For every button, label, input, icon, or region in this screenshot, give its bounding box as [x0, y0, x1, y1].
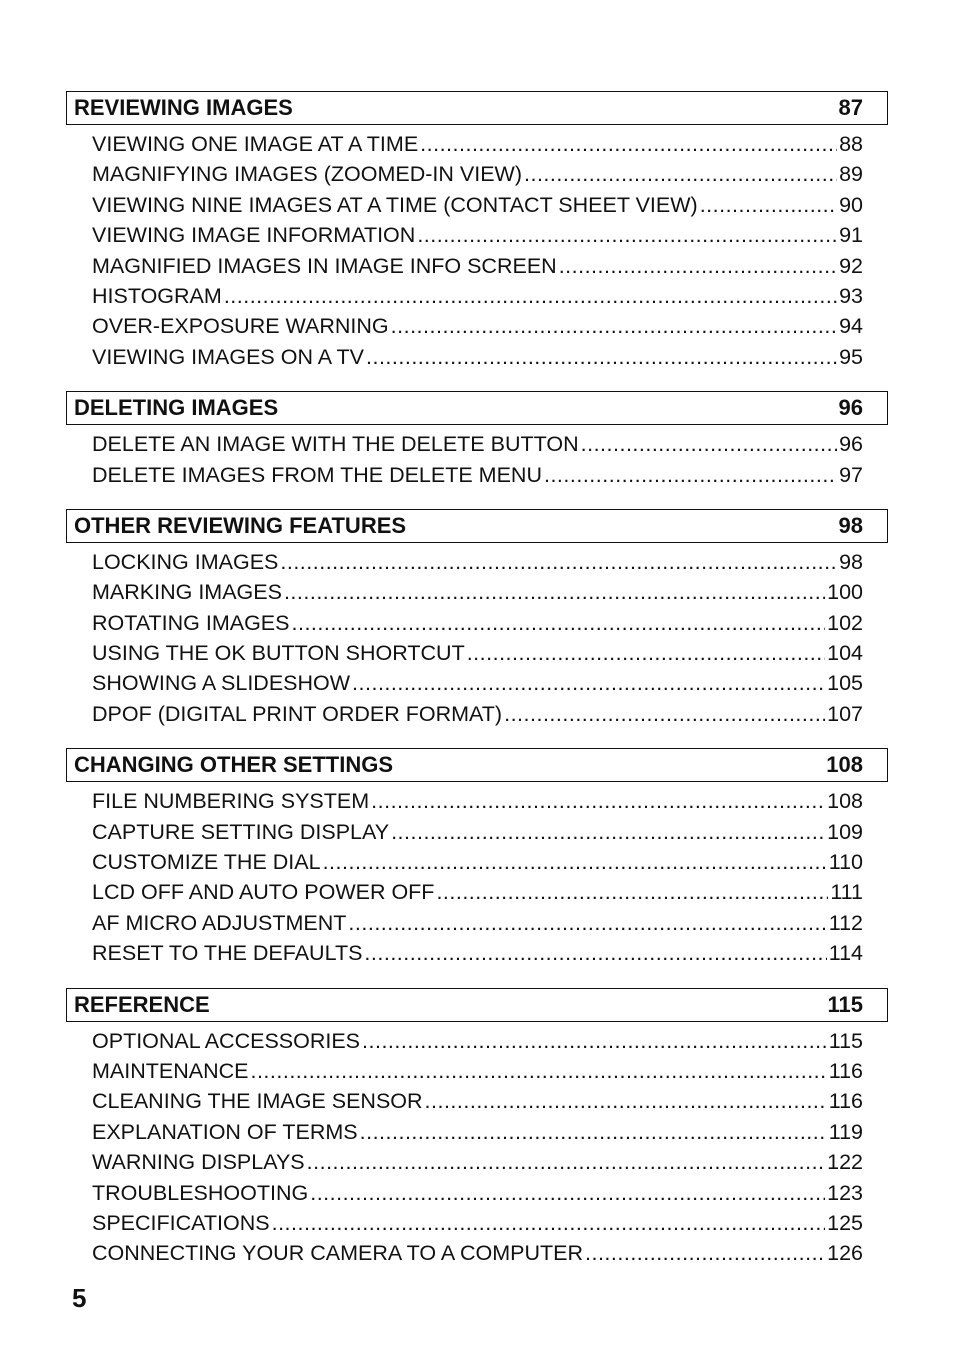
entry-page: 104 [827, 641, 863, 666]
table-of-contents [66, 91, 888, 1288]
dot-leader [417, 220, 837, 250]
dot-leader [581, 429, 837, 459]
page-number: 5 [72, 1283, 87, 1313]
dot-leader [307, 1147, 825, 1177]
toc-section [66, 391, 888, 490]
entry-list [66, 429, 888, 490]
entry-page: 110 [828, 850, 863, 875]
dot-leader [371, 786, 825, 816]
dot-leader [284, 577, 825, 607]
entry-title: CUSTOMIZE THE DIAL [92, 850, 321, 875]
section-title: REFERENCE [74, 991, 210, 1017]
section-page: 115 [827, 991, 863, 1017]
toc-entry[interactable] [92, 1086, 863, 1116]
toc-entry[interactable] [92, 1178, 863, 1208]
entry-page: 105 [827, 671, 863, 696]
entry-page: 125 [827, 1210, 863, 1235]
dot-leader [272, 1208, 826, 1238]
entry-title: AF MICRO ADJUSTMENT [92, 910, 347, 935]
entry-page: 97 [839, 462, 863, 487]
entry-title: MARKING IMAGES [92, 580, 282, 605]
entry-page: 88 [839, 132, 863, 156]
dot-leader [524, 159, 837, 189]
toc-entry[interactable] [92, 429, 863, 459]
entry-title: EXPLANATION OF TERMS [92, 1119, 358, 1144]
dot-leader [360, 1117, 827, 1147]
dot-leader [391, 817, 825, 847]
section-page: 96 [838, 395, 863, 421]
entry-title: CONNECTING YOUR CAMERA TO A COMPUTER [92, 1241, 583, 1266]
entry-page: 89 [839, 162, 863, 187]
entry-page: 116 [828, 1058, 863, 1083]
toc-entry[interactable] [92, 220, 863, 250]
entry-page: 115 [828, 1028, 863, 1053]
entry-title: MAGNIFYING IMAGES (ZOOMED-IN VIEW) [92, 162, 522, 187]
dot-leader [323, 847, 827, 877]
dot-leader [292, 608, 826, 638]
entry-title: OVER-EXPOSURE WARNING [92, 314, 389, 339]
toc-entry[interactable] [92, 908, 863, 938]
entry-page: 107 [827, 701, 863, 726]
dot-leader [544, 460, 837, 490]
toc-entry[interactable] [92, 342, 863, 372]
toc-entry[interactable] [92, 190, 863, 220]
entry-page: 95 [839, 344, 863, 369]
dot-leader [366, 342, 837, 372]
section-header[interactable] [66, 748, 888, 782]
dot-leader [352, 668, 825, 698]
entry-page: 91 [839, 223, 863, 248]
entry-title: VIEWING NINE IMAGES AT A TIME (CONTACT SHEET VIEW) [92, 192, 698, 217]
entry-page: 98 [839, 549, 863, 574]
entry-list [66, 547, 888, 729]
entry-page: 109 [827, 819, 863, 844]
entry-list [66, 129, 888, 372]
toc-entry[interactable] [92, 1208, 863, 1238]
toc-entry[interactable] [92, 608, 863, 638]
toc-entry[interactable] [92, 281, 863, 311]
section-title: CHANGING OTHER SETTINGS [74, 752, 394, 778]
entry-title: VIEWING ONE IMAGE AT A TIME [92, 132, 419, 156]
toc-entry[interactable] [92, 847, 863, 877]
dot-leader [559, 251, 837, 281]
entry-title: SPECIFICATIONS [92, 1210, 270, 1235]
section-header[interactable] [66, 391, 888, 425]
dot-leader [362, 1026, 827, 1056]
toc-entry[interactable] [92, 251, 863, 281]
section-title: OTHER REVIEWING FEATURES [74, 512, 407, 538]
dot-leader [310, 1178, 825, 1208]
dot-leader [348, 908, 826, 938]
toc-entry[interactable] [92, 311, 863, 341]
dot-leader [467, 638, 825, 668]
entry-page: 93 [839, 283, 863, 308]
section-header[interactable] [66, 509, 888, 543]
dot-leader [585, 1238, 825, 1268]
dot-leader [364, 938, 826, 968]
dot-leader [250, 1056, 826, 1086]
section-title: DELETING IMAGES [74, 395, 279, 421]
section-page: 87 [838, 95, 863, 120]
toc-entry[interactable] [92, 638, 863, 668]
entry-page: 92 [839, 253, 863, 278]
entry-page: 108 [827, 789, 863, 814]
toc-entry[interactable] [92, 460, 863, 490]
toc-entry[interactable] [92, 1117, 863, 1147]
entry-title: RESET TO THE DEFAULTS [92, 941, 363, 966]
entry-title: MAGNIFIED IMAGES IN IMAGE INFO SCREEN [92, 253, 557, 278]
toc-entry[interactable] [92, 159, 863, 189]
toc-section [66, 748, 888, 968]
dot-leader [700, 190, 837, 220]
entry-page: 100 [827, 580, 863, 605]
entry-title: DPOF (DIGITAL PRINT ORDER FORMAT) [92, 701, 503, 726]
section-header[interactable] [66, 988, 888, 1022]
toc-entry[interactable] [92, 1238, 863, 1268]
toc-entry[interactable] [92, 129, 863, 159]
entry-title: DELETE AN IMAGE WITH THE DELETE BUTTON [92, 432, 579, 457]
entry-title: SHOWING A SLIDESHOW [92, 671, 351, 696]
entry-title: VIEWING IMAGES ON A TV [92, 344, 364, 369]
entry-page: 111 [830, 880, 863, 905]
dot-leader [391, 311, 837, 341]
toc-entry[interactable] [92, 786, 863, 816]
entry-title: LCD OFF AND AUTO POWER OFF [92, 880, 435, 905]
entry-page: 96 [839, 432, 863, 457]
entry-list [66, 786, 888, 968]
entry-page: 112 [828, 910, 863, 935]
entry-title: OPTIONAL ACCESSORIES [92, 1028, 361, 1053]
entry-page: 114 [828, 941, 863, 966]
entry-title: MAINTENANCE [92, 1058, 249, 1083]
entry-title: FILE NUMBERING SYSTEM [92, 789, 370, 814]
entry-page: 102 [827, 610, 863, 635]
entry-page: 122 [827, 1150, 863, 1175]
entry-title: LOCKING IMAGES [92, 549, 279, 574]
toc-section [66, 988, 888, 1269]
entry-title: VIEWING IMAGE INFORMATION [92, 223, 416, 248]
toc-entry[interactable] [92, 577, 863, 607]
entry-title: CLEANING THE IMAGE SENSOR [92, 1089, 423, 1114]
dot-leader [504, 699, 825, 729]
toc-entry[interactable] [92, 1026, 863, 1056]
section-page: 108 [826, 752, 863, 778]
entry-page: 126 [827, 1241, 863, 1266]
entry-title: WARNING DISPLAYS [92, 1150, 305, 1175]
toc-entry[interactable] [92, 668, 863, 698]
entry-title: USING THE OK BUTTON SHORTCUT [92, 641, 465, 666]
dot-leader [420, 129, 837, 159]
dot-leader [224, 281, 837, 311]
entry-title: CAPTURE SETTING DISPLAY [92, 819, 390, 844]
dot-leader [425, 1086, 827, 1116]
entry-title: DELETE IMAGES FROM THE DELETE MENU [92, 462, 542, 487]
section-title: REVIEWING IMAGES [74, 95, 293, 120]
entry-list [66, 1026, 888, 1269]
section-header[interactable] [66, 91, 888, 125]
section-page: 98 [838, 512, 863, 538]
toc-entry[interactable] [92, 547, 863, 577]
dot-leader [280, 547, 837, 577]
entry-title: HISTOGRAM [92, 283, 222, 308]
toc-entry[interactable] [92, 877, 863, 907]
entry-title: TROUBLESHOOTING [92, 1180, 309, 1205]
entry-page: 116 [828, 1089, 863, 1114]
toc-entry[interactable] [92, 699, 863, 729]
toc-section [66, 91, 888, 372]
toc-entry[interactable] [92, 1056, 863, 1086]
toc-entry[interactable] [92, 1147, 863, 1177]
entry-page: 94 [839, 314, 863, 339]
toc-entry[interactable] [92, 817, 863, 847]
toc-section [66, 509, 888, 729]
entry-page: 119 [828, 1119, 863, 1144]
dot-leader [436, 877, 828, 907]
entry-title: ROTATING IMAGES [92, 610, 290, 635]
toc-entry[interactable] [92, 938, 863, 968]
entry-page: 123 [827, 1180, 863, 1205]
entry-page: 90 [839, 192, 863, 217]
